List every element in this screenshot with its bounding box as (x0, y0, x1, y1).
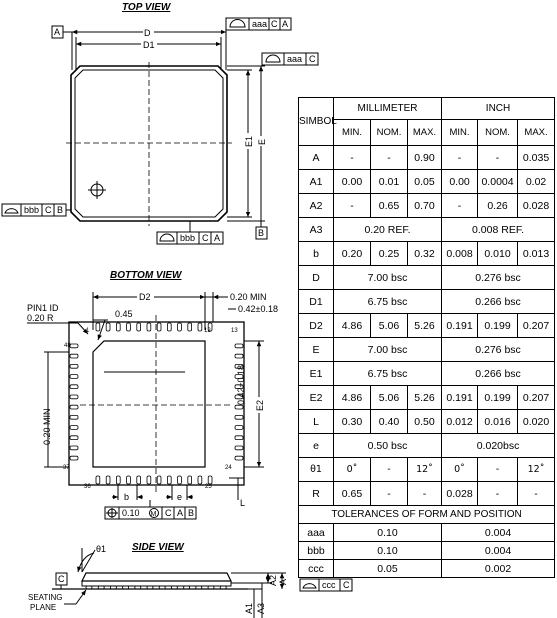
tolerance-header: TOLERANCES OF FORM AND POSITION (299, 506, 555, 524)
table-cell-mm: 6.75 bsc (334, 362, 442, 386)
table-row (299, 362, 555, 386)
table-cell: - (371, 458, 408, 482)
table-cell: 0.028 (442, 482, 478, 506)
table-cell: 0.02 (518, 170, 555, 194)
sub-header: MIN. (442, 120, 478, 146)
table-cell-mm: 0.50 bsc (334, 434, 442, 458)
lead-pad (70, 385, 78, 389)
row-symbol: D1 (299, 290, 334, 314)
pads-top (96, 323, 212, 331)
right-fcf (262, 53, 318, 65)
top-view (2, 18, 318, 244)
table-cell: 4.86 (334, 386, 371, 410)
dim-a-label: A (278, 578, 288, 585)
sub-header: NOM. (478, 120, 518, 146)
svg-text:C: C (343, 580, 350, 590)
dim-020-min-left: 0.20 MIN (42, 408, 52, 445)
tolerance-row (299, 524, 555, 542)
table-cell: - (442, 146, 478, 170)
table-row (299, 194, 555, 218)
dim-d-label: D (144, 28, 151, 38)
row-symbol: b (299, 242, 334, 266)
lead-pad (70, 344, 78, 348)
table-cell: 0.00 (334, 170, 371, 194)
pin-48-label: 48 (64, 343, 71, 349)
table-cell-inch: 0.276 bsc (442, 266, 555, 290)
table-cell: 0.50 (408, 410, 442, 434)
lead-pad (70, 395, 78, 399)
table-row (299, 290, 555, 314)
table-cell: 0.65 (371, 194, 408, 218)
lead-pad (70, 446, 78, 450)
lead-pad (167, 323, 171, 331)
dim-a1-label: A1 (244, 602, 254, 614)
row-symbol: D2 (299, 314, 334, 338)
seating-plane-label-2: PLANE (30, 603, 57, 612)
svg-text:aaa: aaa (287, 54, 303, 64)
row-symbol: A1 (299, 170, 334, 194)
table-cell-mm: 7.00 bsc (334, 266, 442, 290)
table-cell: 0.008 (442, 242, 478, 266)
lead-pad (235, 415, 243, 419)
table-cell: 0.05 (408, 170, 442, 194)
svg-text:aaa: aaa (252, 19, 268, 29)
table-cell: 0˚ (442, 458, 478, 482)
table-cell: 0˚ (334, 458, 371, 482)
svg-text:C: C (271, 19, 278, 29)
tolerance-row (299, 560, 555, 578)
lead-pad (70, 426, 78, 430)
bottom-fcf (157, 221, 223, 244)
tolerance-inch: 0.004 (442, 542, 555, 560)
table-cell: - (442, 194, 478, 218)
table-row (299, 482, 555, 506)
table-cell-inch: 0.276 bsc (442, 338, 555, 362)
row-symbol: D (299, 266, 334, 290)
table-cell: 0.90 (408, 146, 442, 170)
table-cell: 0.40 (371, 410, 408, 434)
bottom-view (27, 291, 278, 519)
dimension-table (298, 97, 555, 578)
lead-pad (188, 476, 192, 484)
side-view-title: SIDE VIEW (132, 542, 184, 553)
dim-d2-label: D2 (139, 292, 151, 302)
top-view-title: TOP VIEW (122, 2, 171, 13)
inch-header: INCH (442, 98, 555, 120)
row-symbol: θ1 (299, 458, 334, 482)
table-cell: 0.70 (408, 194, 442, 218)
lead-pad (188, 323, 192, 331)
dim-d1-label: D1 (143, 40, 155, 50)
lead-pad (167, 476, 171, 484)
tolerance-row (299, 542, 555, 560)
mm-header: MILLIMETER (334, 98, 442, 120)
top-fcf (226, 18, 291, 30)
lead-pad (96, 323, 100, 331)
lead-pad (127, 476, 131, 484)
lead-pad (235, 354, 243, 358)
row-symbol: A3 (299, 218, 334, 242)
table-cell: 0.191 (442, 314, 478, 338)
datum-c-label: C (58, 574, 65, 584)
lead-pad (116, 476, 120, 484)
table-row (299, 338, 555, 362)
table-cell: 0.30 (334, 410, 371, 434)
lead-pad (235, 446, 243, 450)
lead-pad (198, 476, 202, 484)
table-row (299, 146, 555, 170)
pin-24-label: 24 (225, 465, 232, 471)
svg-text:A: A (214, 233, 221, 243)
table-cell: 0.00 (442, 170, 478, 194)
table-cell: 0.010 (478, 242, 518, 266)
table-cell-mm: 0.20 REF. (334, 218, 442, 242)
svg-text:C: C (309, 54, 316, 64)
row-symbol: A (299, 146, 334, 170)
tolerance-mm: 0.10 (334, 542, 442, 560)
pin1-r-label: 0.20 R (27, 313, 54, 323)
row-symbol: E1 (299, 362, 334, 386)
svg-text:B: B (57, 205, 64, 215)
lead-pad (178, 323, 182, 331)
table-cell: 0.207 (518, 314, 555, 338)
dim-042-right: 0.42±0.18 (236, 365, 246, 405)
tolerance-inch: 0.004 (442, 524, 555, 542)
lead-pad (96, 476, 100, 484)
symbol-header: SIMBOL (299, 98, 334, 146)
table-cell: 0.012 (442, 410, 478, 434)
row-symbol: E (299, 338, 334, 362)
lead-pad (106, 476, 110, 484)
svg-text:C: C (202, 233, 209, 243)
table-cell: 0.028 (518, 194, 555, 218)
table-cell: 0.65 (334, 482, 371, 506)
table-cell: 5.06 (371, 314, 408, 338)
svg-text:A: A (177, 508, 184, 518)
dim-e2-label: E2 (255, 399, 265, 411)
table-cell: - (334, 146, 371, 170)
table-cell: 5.06 (371, 386, 408, 410)
bottom-view-fcf (105, 500, 196, 519)
pin-25-label: 25 (205, 484, 212, 490)
svg-text:0.10: 0.10 (122, 508, 140, 518)
table-cell: 0.020 (518, 410, 555, 434)
table-cell: 0.016 (478, 410, 518, 434)
table-cell: 12˚ (518, 458, 555, 482)
tolerance-symbol: aaa (299, 524, 334, 542)
table-cell: - (518, 482, 555, 506)
table-cell: 0.199 (478, 314, 518, 338)
table-cell: 0.20 (334, 242, 371, 266)
pads-left (70, 344, 78, 460)
table-row (299, 218, 555, 242)
dim-e-label: E (257, 138, 267, 145)
lead-pad (106, 323, 110, 331)
pin-36-label: 36 (84, 484, 91, 490)
lead-pad (70, 436, 78, 440)
table-row (299, 410, 555, 434)
pin-37-label: 37 (63, 465, 70, 471)
table-cell: - (478, 146, 518, 170)
lead-pad (157, 476, 161, 484)
dim-a2-label: A2 (268, 574, 278, 586)
pin-13-label: 13 (231, 328, 238, 334)
row-symbol: L (299, 410, 334, 434)
table-cell: - (408, 482, 442, 506)
table-cell-inch: 0.008 REF. (442, 218, 555, 242)
table-cell: - (334, 194, 371, 218)
lead-pad (70, 456, 78, 460)
table-cell: - (478, 482, 518, 506)
dim-a3-label: A3 (256, 602, 266, 614)
table-cell: 0.199 (478, 386, 518, 410)
tolerance-symbol: ccc (299, 560, 334, 578)
pads-bottom (96, 476, 212, 484)
svg-text:A: A (282, 19, 289, 29)
table-row (299, 242, 555, 266)
dim-l-label: L (240, 498, 246, 508)
bottom-view-title: BOTTOM VIEW (110, 270, 182, 281)
tolerance-header-row (299, 506, 555, 524)
table-row (299, 266, 555, 290)
pin1-id-label: PIN1 ID (27, 303, 59, 313)
table-cell: 12˚ (408, 458, 442, 482)
datum-a-label: A (54, 27, 61, 37)
tolerance-inch: 0.002 (442, 560, 555, 578)
table-row (299, 458, 555, 482)
lead-pad (137, 323, 141, 331)
dim-e-pitch-label: e (177, 492, 183, 502)
row-symbol: E2 (299, 386, 334, 410)
tolerance-mm: 0.10 (334, 524, 442, 542)
table-row (299, 434, 555, 458)
tolerance-symbol: bbb (299, 542, 334, 560)
pin-12-label: 12 (204, 328, 211, 334)
svg-text:ccc: ccc (322, 580, 336, 590)
lead-pad (70, 415, 78, 419)
lead-pad (127, 323, 131, 331)
lead-pad (235, 344, 243, 348)
lead-pad (235, 436, 243, 440)
table-cell: 5.26 (408, 314, 442, 338)
sub-header: MAX. (408, 120, 442, 146)
svg-text:bbb: bbb (180, 233, 196, 243)
table-cell: - (478, 458, 518, 482)
lead-pad (178, 476, 182, 484)
table-cell-inch: 0.020bsc (442, 434, 555, 458)
table-cell: 0.191 (442, 386, 478, 410)
table-header-row (299, 98, 555, 120)
svg-text:C: C (165, 508, 172, 518)
table-cell-inch: 0.266 bsc (442, 290, 555, 314)
sub-header: MAX. (518, 120, 555, 146)
lead-pad (198, 323, 202, 331)
table-cell: - (371, 146, 408, 170)
lead-pad (70, 405, 78, 409)
dim-b-label: b (124, 492, 130, 502)
table-row (299, 386, 555, 410)
sub-header: MIN. (334, 120, 371, 146)
table-cell: 0.035 (518, 146, 555, 170)
table-cell: - (371, 482, 408, 506)
table-cell: 0.25 (371, 242, 408, 266)
table-cell-mm: 6.75 bsc (334, 290, 442, 314)
svg-text:M: M (150, 511, 157, 518)
dim-e1-label: E1 (244, 135, 254, 147)
table-row (299, 314, 555, 338)
table-cell: 0.207 (518, 386, 555, 410)
datum-b-label: B (258, 228, 265, 238)
lead-pad (70, 375, 78, 379)
lead-pad (208, 476, 212, 484)
pin-1-label: 1 (86, 328, 90, 334)
lead-pad (147, 323, 151, 331)
row-symbol: e (299, 434, 334, 458)
lead-pad (137, 476, 141, 484)
table-cell: 0.01 (371, 170, 408, 194)
dim-020-min-top: 0.20 MIN (230, 292, 267, 302)
lead-pad (235, 456, 243, 460)
table-cell: 0.26 (478, 194, 518, 218)
lead-pad (70, 364, 78, 368)
svg-text:B: B (188, 508, 195, 518)
lead-pad (70, 354, 78, 358)
table-row (299, 170, 555, 194)
table-cell: 0.013 (518, 242, 555, 266)
table-cell-mm: 7.00 bsc (334, 338, 442, 362)
row-symbol: A2 (299, 194, 334, 218)
seating-plane-label-1: SEATING (28, 593, 63, 602)
lead-pad (147, 476, 151, 484)
table-cell: 0.32 (408, 242, 442, 266)
theta-label: θ1 (96, 544, 107, 554)
table-cell-inch: 0.266 bsc (442, 362, 555, 386)
svg-text:bbb: bbb (24, 205, 40, 215)
table-cell: 5.26 (408, 386, 442, 410)
dim-042-top: 0.42±0.18 (238, 304, 278, 314)
lead-pad (157, 323, 161, 331)
left-fcf (2, 204, 71, 216)
sub-header: NOM. (371, 120, 408, 146)
svg-text:C: C (45, 205, 52, 215)
lead-pad (116, 323, 120, 331)
dim-045-label: 0.45 (115, 309, 133, 319)
lead-pad (235, 426, 243, 430)
row-symbol: R (299, 482, 334, 506)
table-cell: 4.86 (334, 314, 371, 338)
side-fcf (300, 579, 352, 591)
table-cell: 0.0004 (478, 170, 518, 194)
tolerance-mm: 0.05 (334, 560, 442, 578)
